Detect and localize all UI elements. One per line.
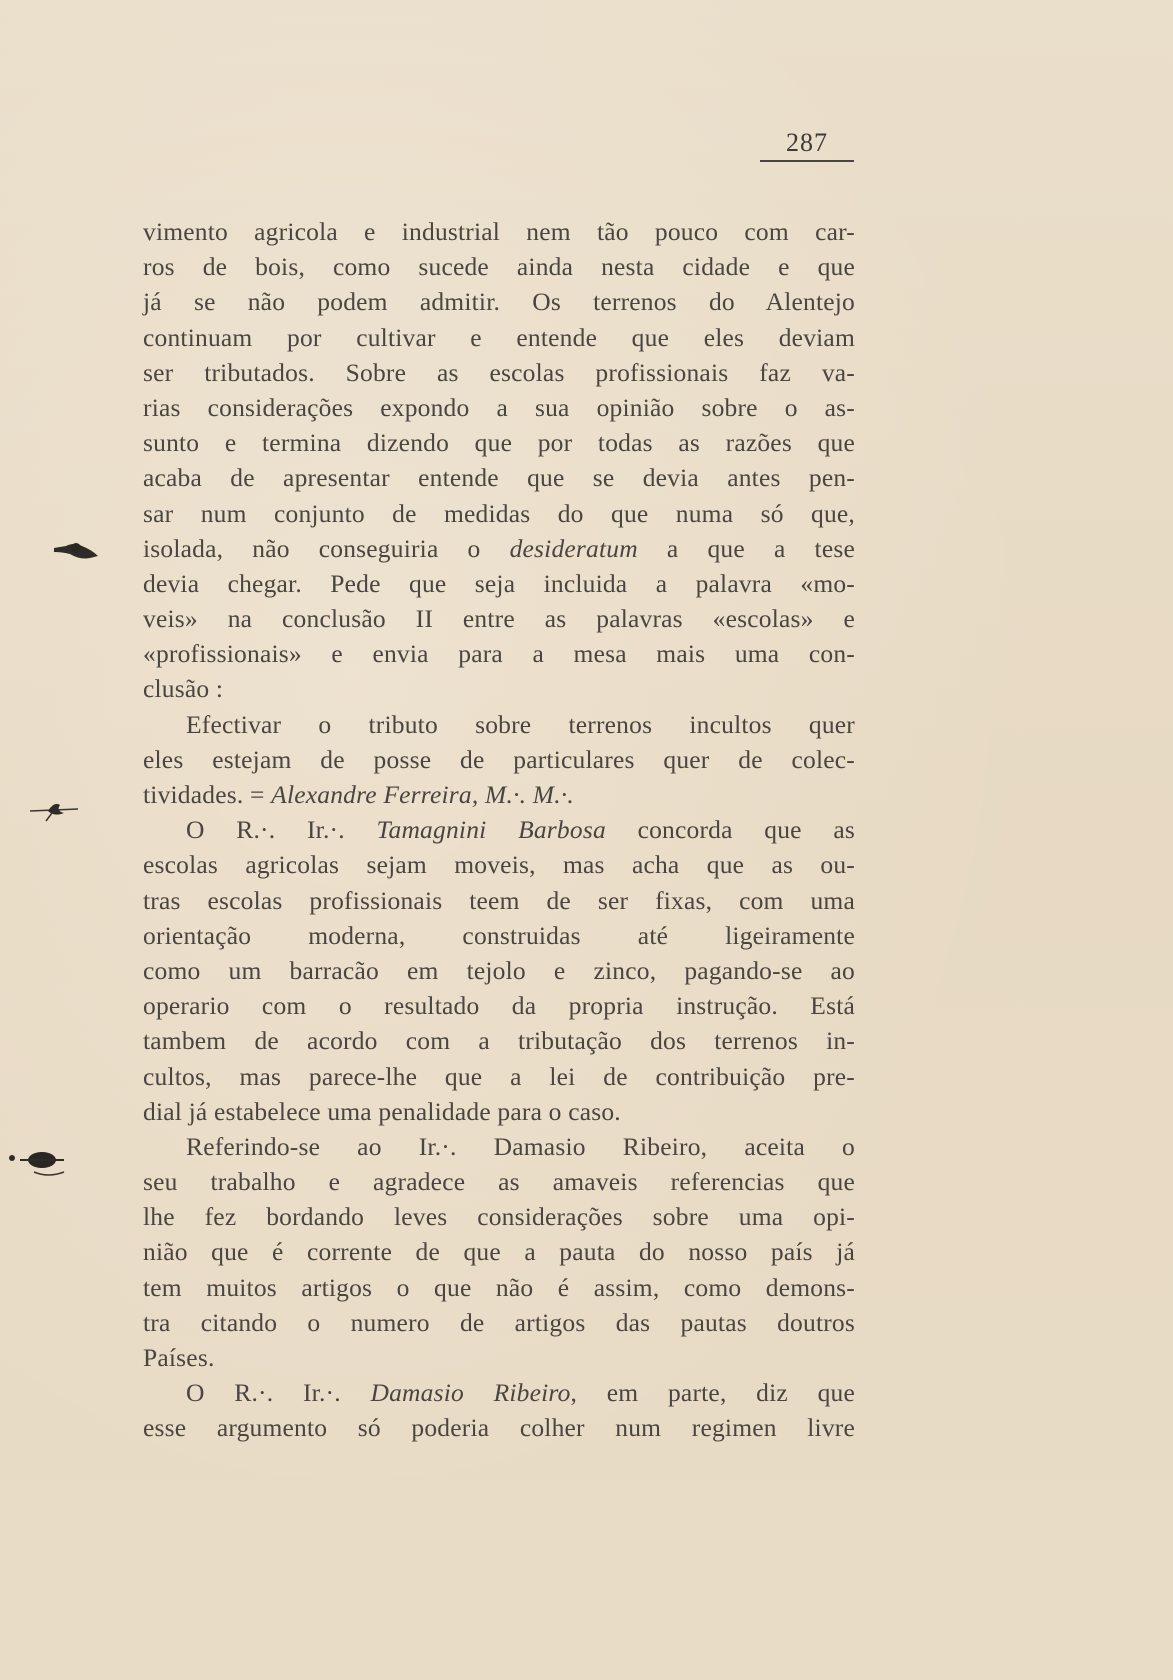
text-run: Referindo-se ao Ir.·. Damasio Ribeiro, aceita o	[186, 1131, 855, 1161]
text-line	[143, 1375, 855, 1410]
text-run: rias considerações expondo a sua opinião sobre o as-	[143, 392, 855, 422]
margin-ink-blot-icon	[4, 1148, 70, 1184]
text-run: dial já estabelece uma penalidade para o caso.	[143, 1096, 621, 1126]
text-run: continuam por cultivar e entende que eles deviam	[143, 322, 855, 352]
text-run: lhe fez bordando leves considerações sobre uma opi-	[143, 1202, 855, 1232]
text-run: já se não podem admitir. Os terrenos do Alentejo	[143, 287, 855, 317]
text-line	[143, 1234, 855, 1269]
text-line	[143, 1340, 855, 1375]
text-line	[143, 671, 855, 706]
margin-pin-mark-icon	[30, 797, 78, 823]
text-run: seu trabalho e agradece as amaveis referencias que	[143, 1167, 855, 1197]
text-line	[143, 1129, 855, 1164]
text-line	[143, 636, 855, 671]
text-run: sunto e termina dizendo que por todas as razões que	[143, 428, 855, 458]
margin-ink-mark-icon	[52, 538, 102, 562]
text-line	[143, 988, 855, 1023]
text-run: vimento agricola e industrial nem tão pouco com car-	[143, 217, 855, 246]
text-run: ros de bois, como sucede ainda nesta cidade e que	[143, 252, 855, 282]
text-run: tras escolas profissionais teem de ser fixas, com uma	[143, 885, 855, 915]
text-line	[143, 496, 855, 531]
text-line	[143, 566, 855, 601]
text-line	[143, 355, 855, 390]
text-line	[143, 425, 855, 460]
text-run: , em parte, diz que	[570, 1378, 855, 1408]
text-line	[143, 1410, 855, 1445]
text-line	[143, 953, 855, 988]
text-line	[143, 777, 855, 812]
text-run: Efectivar o tributo sobre terrenos incultos quer	[186, 709, 855, 739]
text-line	[143, 847, 855, 882]
text-run: como um barracão em tejolo e zinco, pagando-se ao	[143, 955, 855, 985]
text-run: tra citando o numero de artigos das pautas doutros	[143, 1307, 855, 1337]
text-run: sar num conjunto de medidas do que numa só que,	[143, 498, 855, 528]
text-line	[143, 1023, 855, 1058]
text-line	[143, 918, 855, 953]
page-number: 287	[760, 128, 854, 162]
text-run: O R.·. Ir.·.	[186, 815, 377, 845]
text-run: operario com o resultado da propria instrução. Está	[143, 991, 855, 1021]
text-run: tambem de acordo com a tributação dos terrenos in-	[143, 1026, 855, 1056]
text-run: veis» na conclusão II entre as palavras «escolas» e	[143, 604, 855, 634]
text-run: tividades. =	[143, 780, 272, 809]
text-line	[143, 601, 855, 636]
text-run: tem muitos artigos o que não é assim, como demons-	[143, 1272, 855, 1302]
text-run: cultos, mas parece-lhe que a lei de contribuição pre-	[143, 1061, 855, 1091]
text-line	[143, 1164, 855, 1199]
text-run: «profissionais» e envia para a mesa mais uma con-	[143, 639, 855, 669]
italic-run: Tamagnini Barbosa	[376, 815, 606, 845]
text-line	[143, 390, 855, 425]
text-line	[143, 1199, 855, 1234]
text-run: Países.	[143, 1343, 215, 1372]
text-line	[143, 1059, 855, 1094]
text-line	[143, 531, 855, 566]
text-run: devia chegar. Pede que seja incluida a palavra «mo-	[143, 568, 855, 598]
text-line	[143, 1094, 855, 1129]
text-line	[143, 284, 855, 319]
text-line	[143, 707, 855, 742]
text-line	[143, 883, 855, 918]
text-run: ser tributados. Sobre as escolas profissionais faz va-	[143, 357, 855, 387]
body-text	[143, 214, 855, 1446]
italic-run: Damasio Ribeiro	[370, 1378, 571, 1408]
text-run: acaba de apresentar entende que se devia antes pen-	[143, 463, 855, 493]
text-line	[143, 742, 855, 777]
text-run: esse argumento só poderia colher num regimen livre	[143, 1413, 855, 1443]
text-line	[143, 249, 855, 284]
text-run: escolas agricolas sejam moveis, mas acha que as ou-	[143, 850, 855, 880]
text-line	[143, 320, 855, 355]
text-run: a que a tese	[637, 533, 855, 563]
text-line	[143, 1305, 855, 1340]
text-run: nião que é corrente de que a pauta do nosso país já	[143, 1237, 855, 1267]
text-line	[143, 214, 855, 249]
text-line	[143, 460, 855, 495]
text-line	[143, 812, 855, 847]
text-line	[143, 1270, 855, 1305]
text-run: clusão :	[143, 674, 224, 704]
text-run: orientação moderna, construidas até ligeiramente	[143, 920, 855, 950]
text-run: O R.·. Ir.·.	[186, 1378, 371, 1408]
italic-run: desideratum	[509, 533, 638, 563]
text-run: eles estejam de posse de particulares quer de colec-	[143, 744, 855, 774]
italic-run: Alexandre Ferreira, M.·. M.·.	[271, 780, 574, 809]
text-run: concorda que as	[605, 815, 855, 845]
text-run: isolada, não conseguiria o	[143, 533, 510, 563]
